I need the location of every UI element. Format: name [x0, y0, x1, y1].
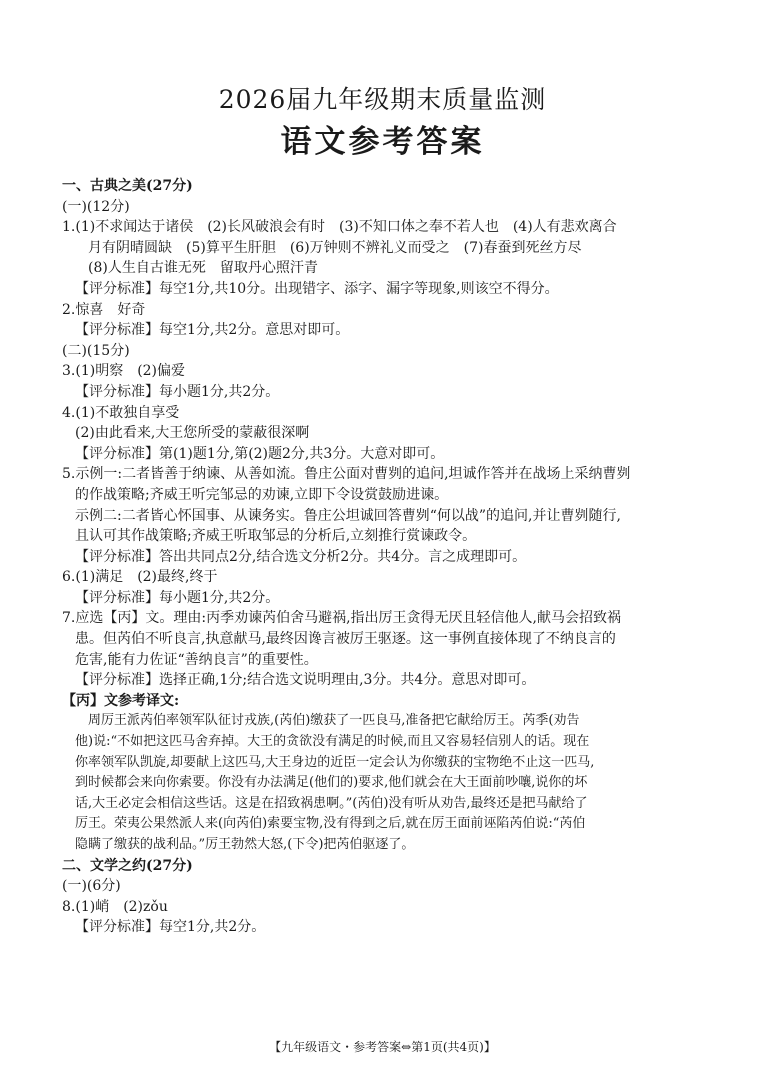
text-line: (二)(15分) — [62, 342, 130, 359]
text-line: 二、文学之约(27分) — [62, 857, 193, 874]
text-line: 5.示例一:二者皆善于纳谏、从善如流。鲁庄公面对曹刿的追问,坦诚作答并在战场上采纳曹刿 — [62, 466, 631, 483]
text-line: 厉王。荣夷公果然派人来(向芮伯)索要宝物,没有得到之后,就在厉王面前诬陷芮伯说:“芮伯 — [75, 816, 586, 832]
text-line: 【评分标准】每空1分,共2分。意思对即可。 — [75, 322, 350, 339]
text-line: (2)由此看来,大王您所受的蒙蔽很深啊 — [75, 425, 310, 442]
text-line: 【评分标准】每小题1分,共2分。 — [75, 383, 280, 400]
answer-content — [62, 176, 702, 938]
text-line: 3.(1)明察 (2)偏爱 — [62, 363, 186, 380]
text-line: 【丙】文参考译文: — [62, 692, 180, 709]
text-line: 话,大王必定会相信这些话。这是在招致祸患啊。”(芮伯)没有听从劝告,最终还是把马献给了 — [75, 795, 588, 811]
text-line: 一、古典之美(27分) — [62, 178, 193, 194]
text-line: 他)说:“不如把这匹马舍弃掉。大王的贪欲没有满足的时候,而且又容易轻信别人的话。现在 — [75, 734, 590, 750]
text-line: 到时候都会来向你索要。你没有办法满足(他们的)要求,他们就会在大王面前吵嚷,说你的坏 — [75, 775, 588, 791]
exam-title: 2026届九年级期末质量监测 — [218, 85, 547, 114]
text-line: 7.应选【丙】文。理由:丙季劝谏芮伯舍马避祸,指出厉王贪得无厌且轻信他人,献马会招致祸 — [62, 610, 621, 627]
text-line: 【评分标准】每小题1分,共2分。 — [75, 589, 280, 606]
text-line: (一)(12分) — [62, 198, 130, 215]
text-line: 患。但芮伯不听良言,执意献马,最终因谗言被厉王驱逐。这一事例直接体现了不纳良言的 — [75, 631, 616, 648]
text-line: 的作战策略;齐威王听完邹忌的劝谏,立即下令设赏鼓励进谏。 — [75, 486, 449, 503]
text-line: 4.(1)不敢独自享受 — [62, 404, 180, 421]
text-line: 2.惊喜 好奇 — [62, 301, 146, 318]
text-line: 示例二:二者皆心怀国事、从谏务实。鲁庄公坦诚回答曹刿“何以战”的追问,并让曹刿随行, — [75, 507, 621, 524]
document-subtitle: 语文参考答案 — [280, 124, 485, 160]
text-line: 月有阴晴圆缺 (5)算平生肝胆 (6)万钟则不辨礼义而受之 (7)春蚕到死丝方尽 — [88, 239, 582, 256]
text-line: 隐瞒了缴获的战利品。”厉王勃然大怒,(下令)把芮伯驱逐了。 — [75, 837, 415, 852]
text-line: 1.(1)不求闻达于诸侯 (2)长风破浪会有时 (3)不知口体之奉不若人也 (4)人有悲欢离合 — [62, 219, 617, 236]
text-line: 8.(1)峭 (2)zǒu — [62, 898, 168, 915]
page-footer: 【九年级语文・参考答案⇔第1页(共4页)】 — [269, 1040, 496, 1054]
text-line: 【评分标准】每空1分,共10分。出现错字、添字、漏字等现象,则该空不得分。 — [75, 280, 559, 297]
text-line: 6.(1)满足 (2)最终,终于 — [62, 569, 218, 586]
text-line: (8)人生自古谁无死 留取丹心照汗青 — [88, 260, 318, 277]
text-line: 周厉王派芮伯率领军队征讨戎族,(芮伯)缴获了一匹良马,准备把它献给厉王。芮季(劝告 — [88, 713, 580, 729]
text-line: 【评分标准】选择正确,1分;结合选文说明理由,3分。共4分。意思对即可。 — [75, 672, 536, 689]
text-line: 【评分标准】答出共同点2分,结合选文分析2分。共4分。言之成理即可。 — [75, 548, 527, 565]
text-line: 【评分标准】每空1分,共2分。 — [75, 919, 266, 936]
text-line: (一)(6分) — [62, 878, 121, 895]
text-line: 且认可其作战策略;齐威王听取邹忌的分析后,立刻推行赏谏政令。 — [75, 528, 477, 545]
text-line: 危害,能有力佐证“善纳良言”的重要性。 — [75, 651, 318, 668]
text-line: 你率领军队凯旋,却要献上这匹马,大王身边的近臣一定会认为你缴获的宝物绝不止这一匹马, — [75, 754, 595, 770]
text-line: 【评分标准】第(1)题1分,第(2)题2分,共3分。大意对即可。 — [75, 445, 445, 462]
